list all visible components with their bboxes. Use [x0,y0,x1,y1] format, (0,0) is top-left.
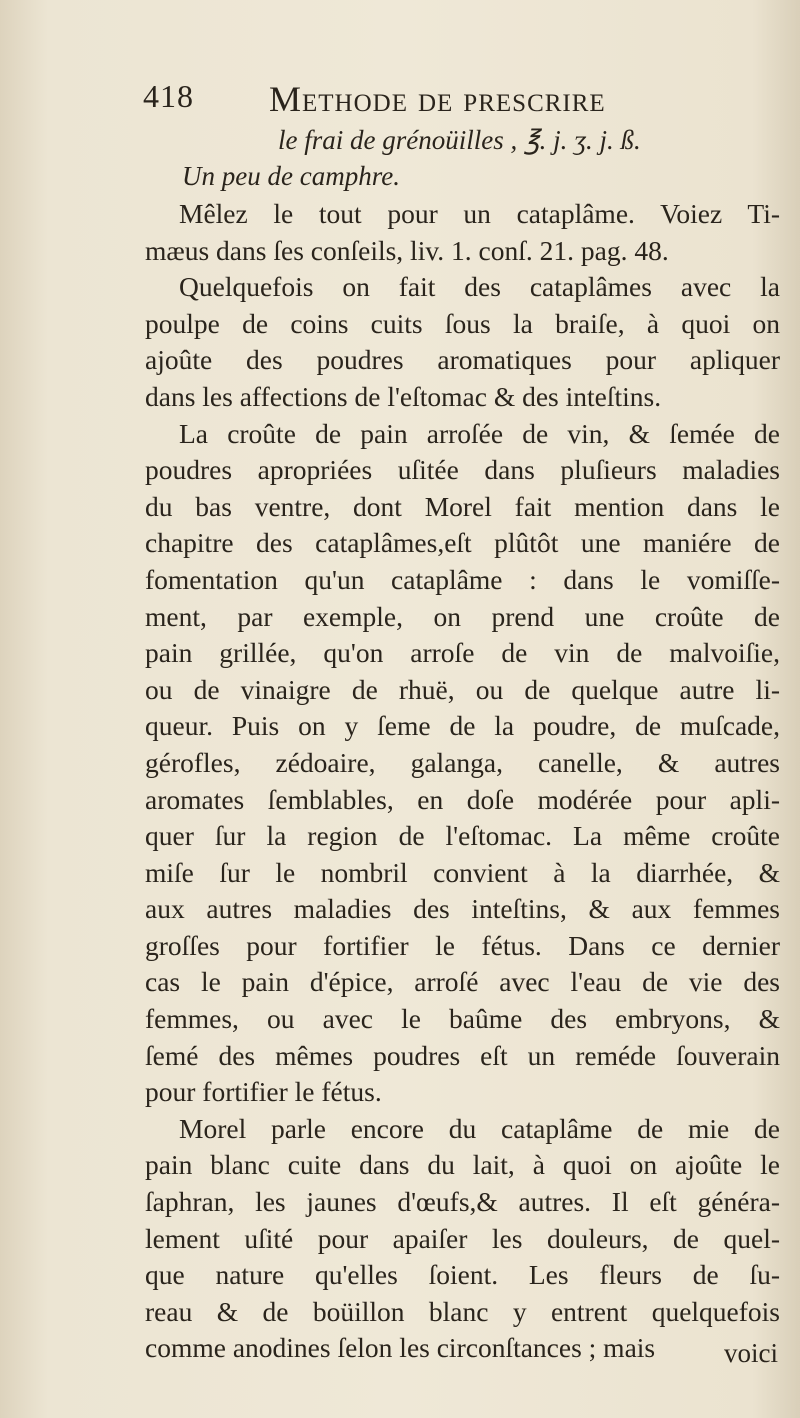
text-line: miſe ſur le nombril convient à la diarrhée, & [145,856,780,888]
text-line: Quelquefois on fait des cataplâmes avec la [179,271,780,303]
text-line: pain blanc cuite dans du lait, à quoi on ajoûte le [145,1149,780,1181]
text-line: ajoûte des poudres aromatiques pour apliquer [145,344,780,376]
text-line: du bas ventre, dont Morel fait mention dans le [145,490,780,522]
text-line: Mêlez le tout pour un cataplâme. Voiez Ti- [179,198,780,229]
body-text [145,196,780,1367]
text-line: queur. Puis on y ſeme de la poudre, de muſcade, [145,710,780,742]
text-line: dans les affections de l'eſtomac & des inteſtins. [145,380,662,412]
text-line: ou de vinaigre de rhuë, ou de quelque autre li- [145,673,780,705]
text-line: reau & de boüillon blanc y entrent quelquefois [145,1295,780,1327]
text-line: ment, par exemple, on prend une croûte de [145,600,780,632]
text-line: ſaphran, les jaunes d'œufs,& autres. Il eſt généra- [145,1186,780,1218]
text-line: cas le pain d'épice, arroſé avec l'eau de vie des [145,966,780,998]
page-number: 418 [143,78,194,114]
text-line: pain grillée, qu'on arroſe de vin de malvoiſie, [145,637,780,669]
text-line: pour fortifier le fétus. [145,1076,382,1108]
text-line: ſemé des mêmes poudres eſt un reméde ſouverain [145,1039,780,1071]
paragraph [145,269,780,415]
text-line: comme anodines ſelon les circonſtances ; mais [145,1332,656,1364]
page-header [143,78,683,122]
text-line: gérofles, zédoaire, galanga, canelle, & autres [145,746,780,778]
text-line: groſſes pour fortifier le fétus. Dans ce dernier [145,929,780,961]
text-line: quer ſur la region de l'eſtomac. La même croûte [145,820,780,852]
catchword: voici [724,1338,778,1368]
paragraph [145,196,780,269]
text-line: fomentation qu'un cataplâme : dans le vomiſſe- [145,563,780,595]
recipe-line: le frai de grénoüilles , ℥. j. ʒ. j. ß. [278,125,641,155]
paragraph [145,1111,780,1367]
text-line: femmes, ou avec le baûme des embryons, & [145,1003,780,1035]
paragraph [145,416,780,1111]
text-line: que nature qu'elles ſoient. Les fleurs de ſu- [145,1259,780,1291]
text-line: aromates ſemblables, en doſe modérée pour apli- [145,783,780,815]
text-line: poulpe de coins cuits ſous la braiſe, à quoi on [145,307,780,339]
text-line: La croûte de pain arroſée de vin, & ſemée de [179,417,780,449]
text-line: chapitre des cataplâmes,eſt plûtôt une maniére de [145,527,780,559]
text-line: aux autres maladies des inteſtins, & aux femmes [145,893,780,925]
text-line: mæus dans ſes conſeils, liv. 1. conſ. 21. pag. 48. [145,234,669,266]
recipe-line: Un peu de camphre. [182,161,400,191]
text-line: poudres apropriées uſitée dans pluſieurs maladies [145,454,780,486]
text-line: lement uſité pour apaiſer les douleurs, de quel- [145,1222,780,1254]
text-line: Morel parle encore du cataplâme de mie de [179,1112,780,1144]
running-title: Methode de prescrire [269,79,606,119]
